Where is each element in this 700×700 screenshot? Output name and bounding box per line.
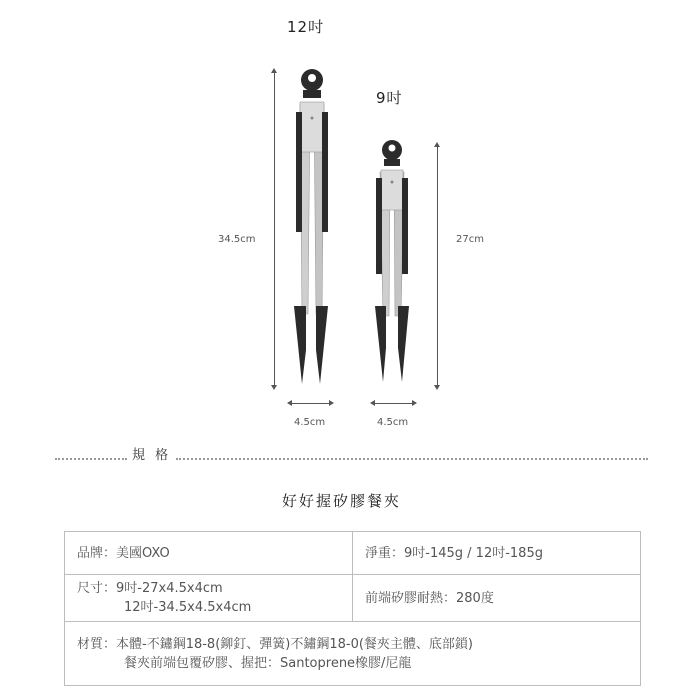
- heat-cell: 前端矽膠耐熱：280度: [353, 575, 641, 622]
- tongs-12-image: [288, 64, 334, 390]
- tongs-9-image: [368, 136, 416, 388]
- divider-dotted-right: [176, 458, 648, 460]
- product-name: 好好握矽膠餐夾: [282, 492, 402, 510]
- table-row: [65, 622, 641, 686]
- spec-table: [64, 531, 641, 686]
- length-label-9: 27cm: [456, 234, 484, 245]
- material-cell: [65, 622, 641, 686]
- weight-cell: 淨重：9吋-145g / 12吋-185g: [353, 532, 641, 575]
- dimension-line-width-12: [290, 403, 330, 404]
- dimension-line-width-9: [373, 403, 413, 404]
- size-title-9: 9吋: [376, 89, 403, 107]
- dimension-arrow-right-icon: [329, 400, 334, 406]
- divider-dotted-left: [55, 458, 127, 460]
- table-row: [65, 575, 641, 622]
- material-line-1: 材質：本體-不鏽鋼18-8(鉚釘、彈簧)不鏽鋼18-0(餐夾主體、底部鎖): [77, 636, 473, 652]
- dimension-arrow-down-icon: [434, 385, 440, 390]
- dimension-line-length-12: [274, 70, 275, 386]
- spec-heading: 規 格: [128, 444, 175, 463]
- size-line-1: 尺寸：9吋-27x4.5x4cm: [77, 581, 223, 596]
- size-cell: [65, 575, 353, 622]
- size-title-12: 12吋: [287, 18, 325, 36]
- dimension-arrow-right-icon: [412, 400, 417, 406]
- table-row: [65, 532, 641, 575]
- width-label-12: 4.5cm: [294, 417, 326, 428]
- length-label-12: 34.5cm: [218, 234, 256, 245]
- dimension-line-length-9: [437, 144, 438, 386]
- material-line-2: 餐夾前端包覆矽膠、握把：Santoprene橡膠/尼龍: [124, 655, 412, 671]
- dimension-arrow-down-icon: [271, 385, 277, 390]
- size-line-2: 12吋-34.5x4.5x4cm: [124, 600, 252, 615]
- brand-cell: 品牌：美國OXO: [65, 532, 353, 575]
- width-label-9: 4.5cm: [377, 417, 409, 428]
